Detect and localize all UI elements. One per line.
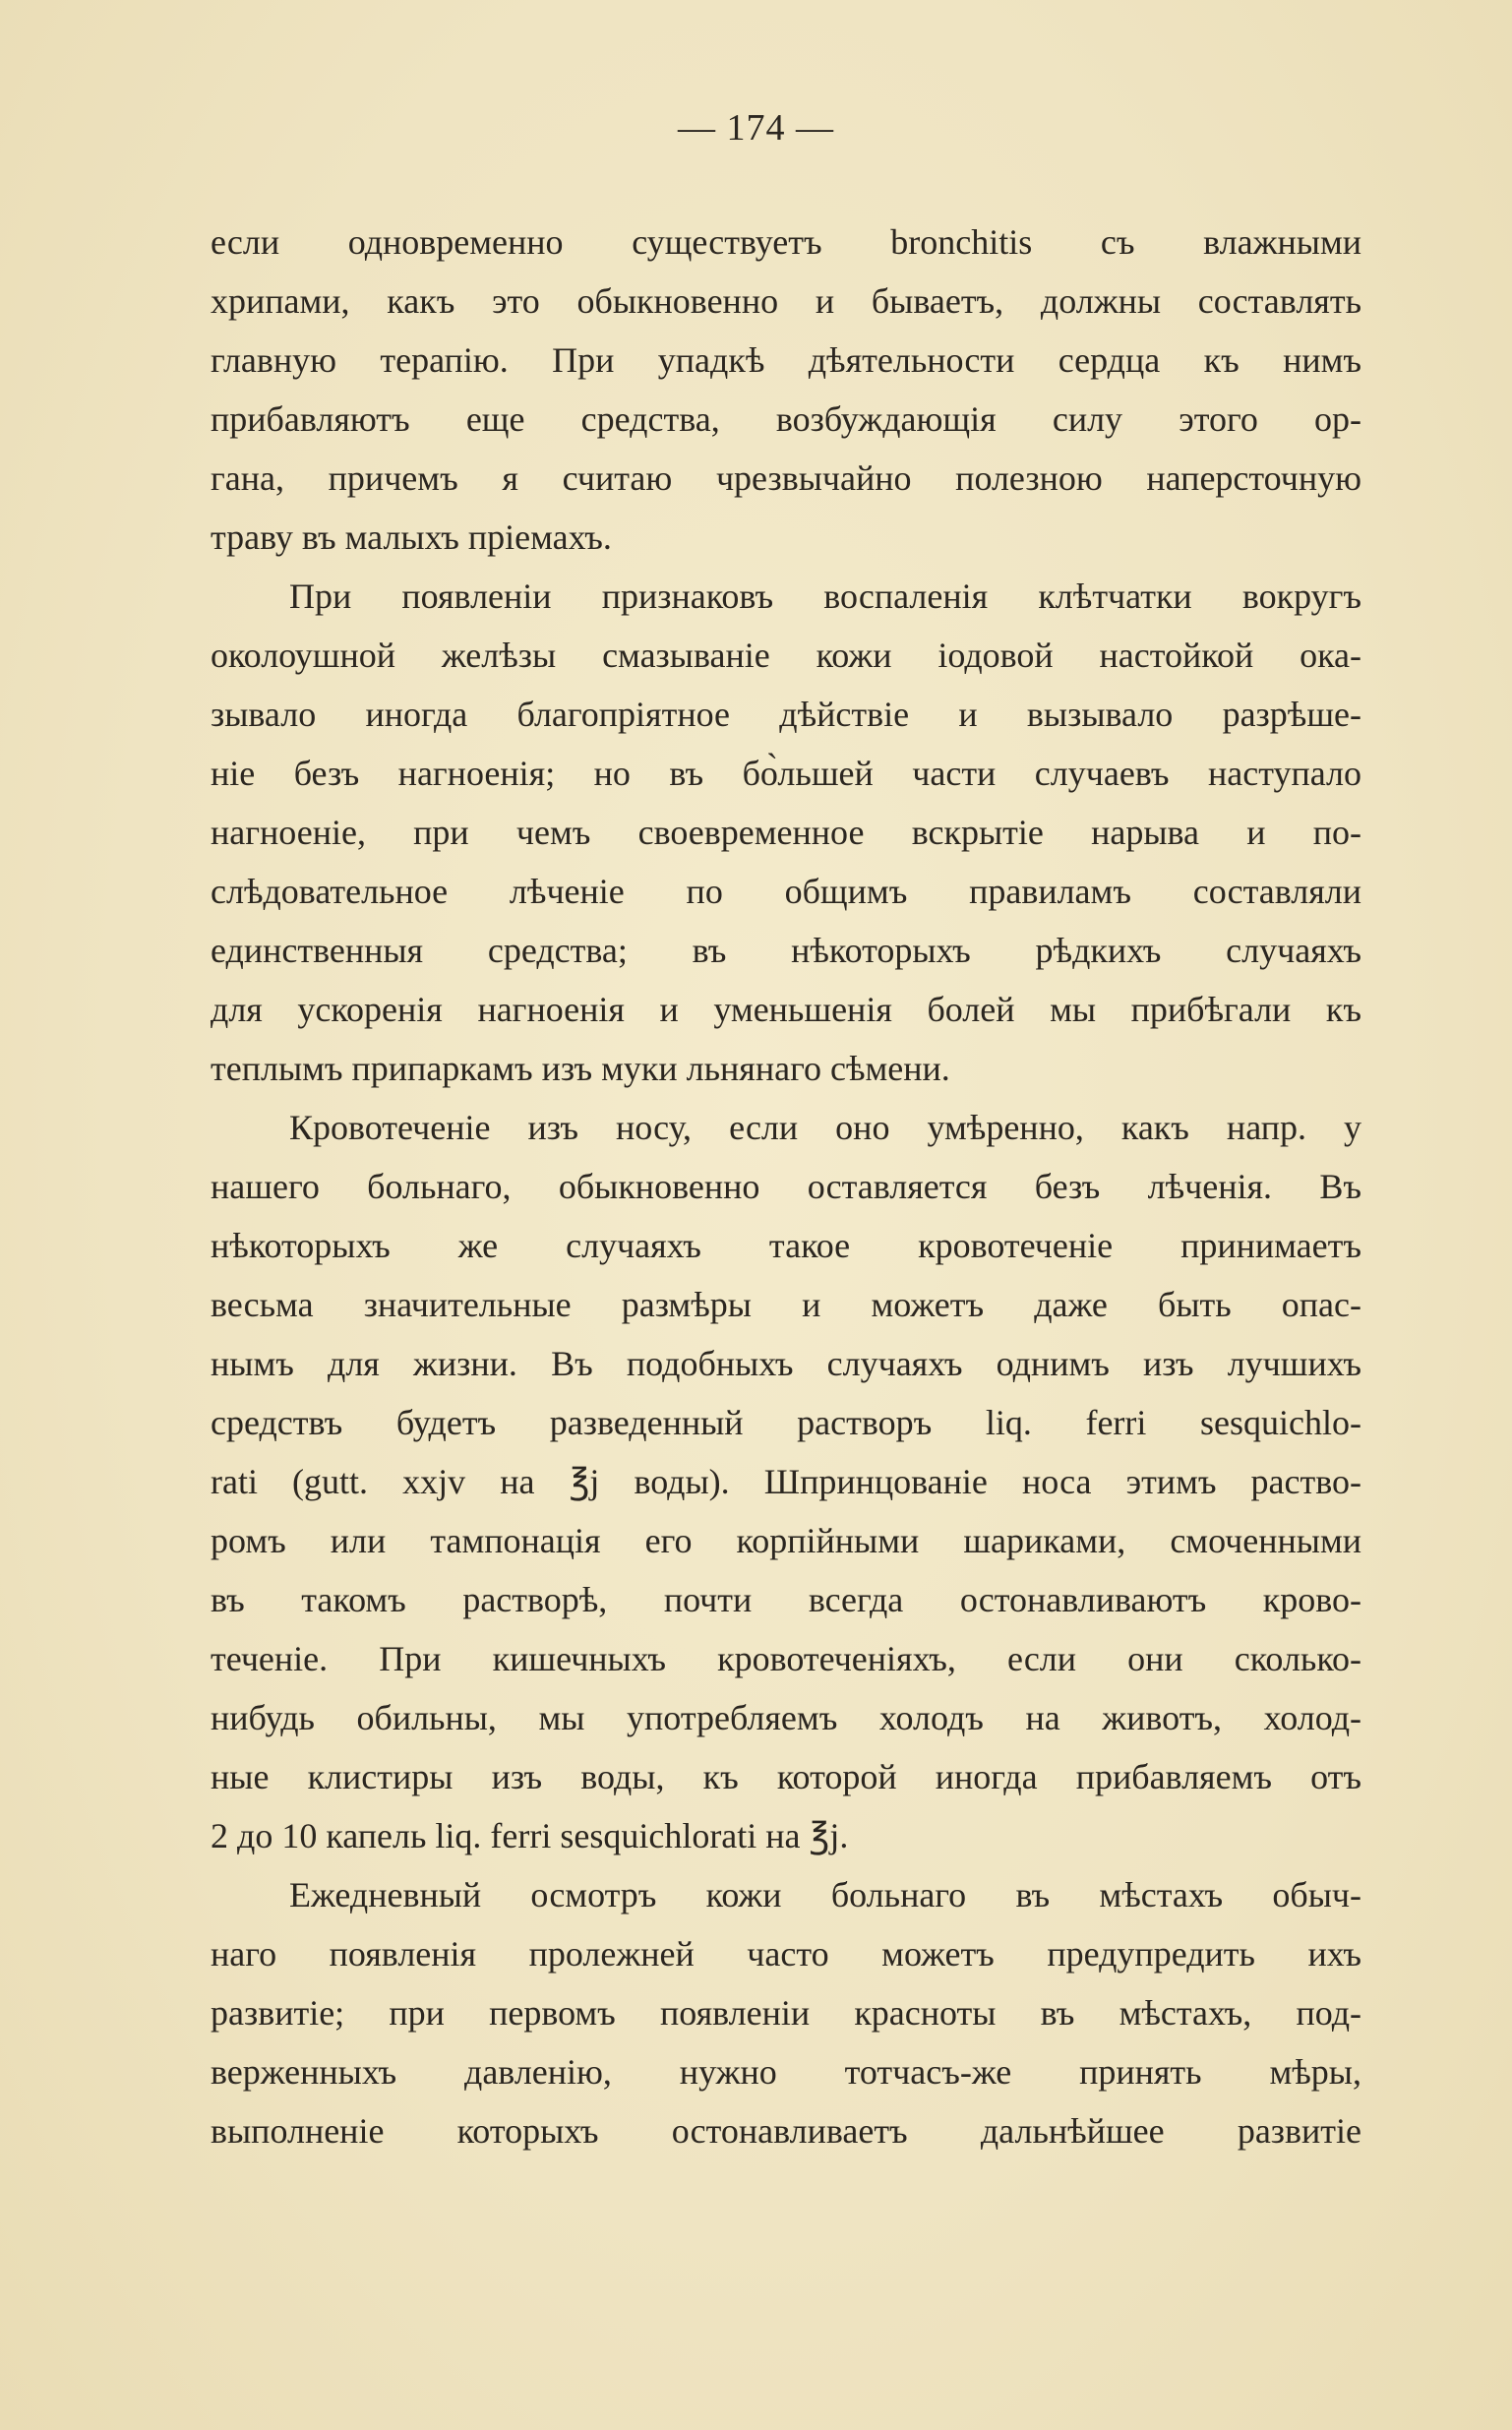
page-number: — 174 — [678, 107, 834, 149]
text-line: 2 до 10 капель liq. ferri sesquichlorati на ℥j. [211, 1816, 849, 1855]
text-line: нымъ для жизни. Въ подобныхъ случаяхъ однимъ изъ лучшихъ [211, 1344, 1361, 1383]
text-line: траву въ малыхъ пріемахъ. [211, 517, 612, 557]
text-line: наго появленія пролежней часто можетъ предупредить ихъ [211, 1934, 1361, 1974]
text-line: ные клистиры изъ воды, къ которой иногда прибавляемъ отъ [211, 1757, 1361, 1796]
text-line: слѣдовательное лѣченіе по общимъ правиламъ составляли [211, 872, 1361, 911]
text-line: зывало иногда благопріятное дѣйствіе и вызывало разрѣше- [211, 695, 1361, 734]
text-line: нѣкоторыхъ же случаяхъ такое кровотеченіе принимаетъ [211, 1226, 1361, 1265]
text-line: rati (gutt. xxjv на ℥j воды). Шпринцованіе носа этимъ раство- [211, 1462, 1361, 1501]
text-line: главную терапію. При упадкѣ дѣятельности сердца къ нимъ [211, 340, 1361, 380]
text-line: верженныхъ давленію, нужно тотчасъ-же принять мѣры, [211, 2052, 1361, 2092]
text-line: выполненіе которыхъ остонавливаетъ дальнѣйшее развитіе [211, 2111, 1361, 2151]
text-line: теченіе. При кишечныхъ кровотеченіяхъ, если они сколько- [211, 1639, 1361, 1678]
text-line: Ежедневный осмотръ кожи больнаго въ мѣстахъ обыч- [289, 1875, 1361, 1914]
text-line: При появленіи признаковъ воспаленія клѣтчатки вокругъ [289, 577, 1361, 616]
text-line: нашего больнаго, обыкновенно оставляется безъ лѣченія. Въ [211, 1167, 1361, 1206]
text-line: въ такомъ растворѣ, почти всегда остонавливаютъ крово- [211, 1580, 1361, 1619]
text-line: нагноеніе, при чемъ своевременное вскрытіе нарыва и по- [211, 813, 1361, 852]
text-line: весьма значительные размѣры и можетъ даже быть опас- [211, 1285, 1361, 1324]
text-line: если одновременно существуетъ bronchitis съ влажными [211, 222, 1361, 262]
text-line: гана, причемъ я считаю чрезвычайно полезною наперсточную [211, 458, 1361, 498]
body-text [211, 213, 1361, 2160]
text-line: нибудь обильны, мы употребляемъ холодъ на животъ, холод- [211, 1698, 1361, 1737]
text-line: Кровотеченіе изъ носу, если оно умѣренно, какъ напр. у [289, 1108, 1361, 1147]
text-line: ніе безъ нагноенія; но въ бо̀льшей части случаевъ наступало [211, 754, 1361, 793]
text-line: единственныя средства; въ нѣкоторыхъ рѣдкихъ случаяхъ [211, 931, 1361, 970]
text-line: хрипами, какъ это обыкновенно и бываетъ, должны составлять [211, 281, 1361, 321]
text-line: для ускоренія нагноенія и уменьшенія болей мы прибѣгали къ [211, 990, 1361, 1029]
text-line: прибавляютъ еще средства, возбуждающія силу этого ор- [211, 399, 1361, 439]
text-line: теплымъ припаркамъ изъ муки льнянаго сѣмени. [211, 1049, 950, 1088]
text-line: околоушной желѣзы смазываніе кожи іодовой настойкой ока- [211, 636, 1361, 675]
text-line: ромъ или тампонація его корпійными шариками, смоченными [211, 1521, 1361, 1560]
text-line: развитіе; при первомъ появленіи красноты въ мѣстахъ, под- [211, 1993, 1361, 2033]
text-line: средствъ будетъ разведенный растворъ liq. ferri sesquichlo- [211, 1403, 1361, 1442]
